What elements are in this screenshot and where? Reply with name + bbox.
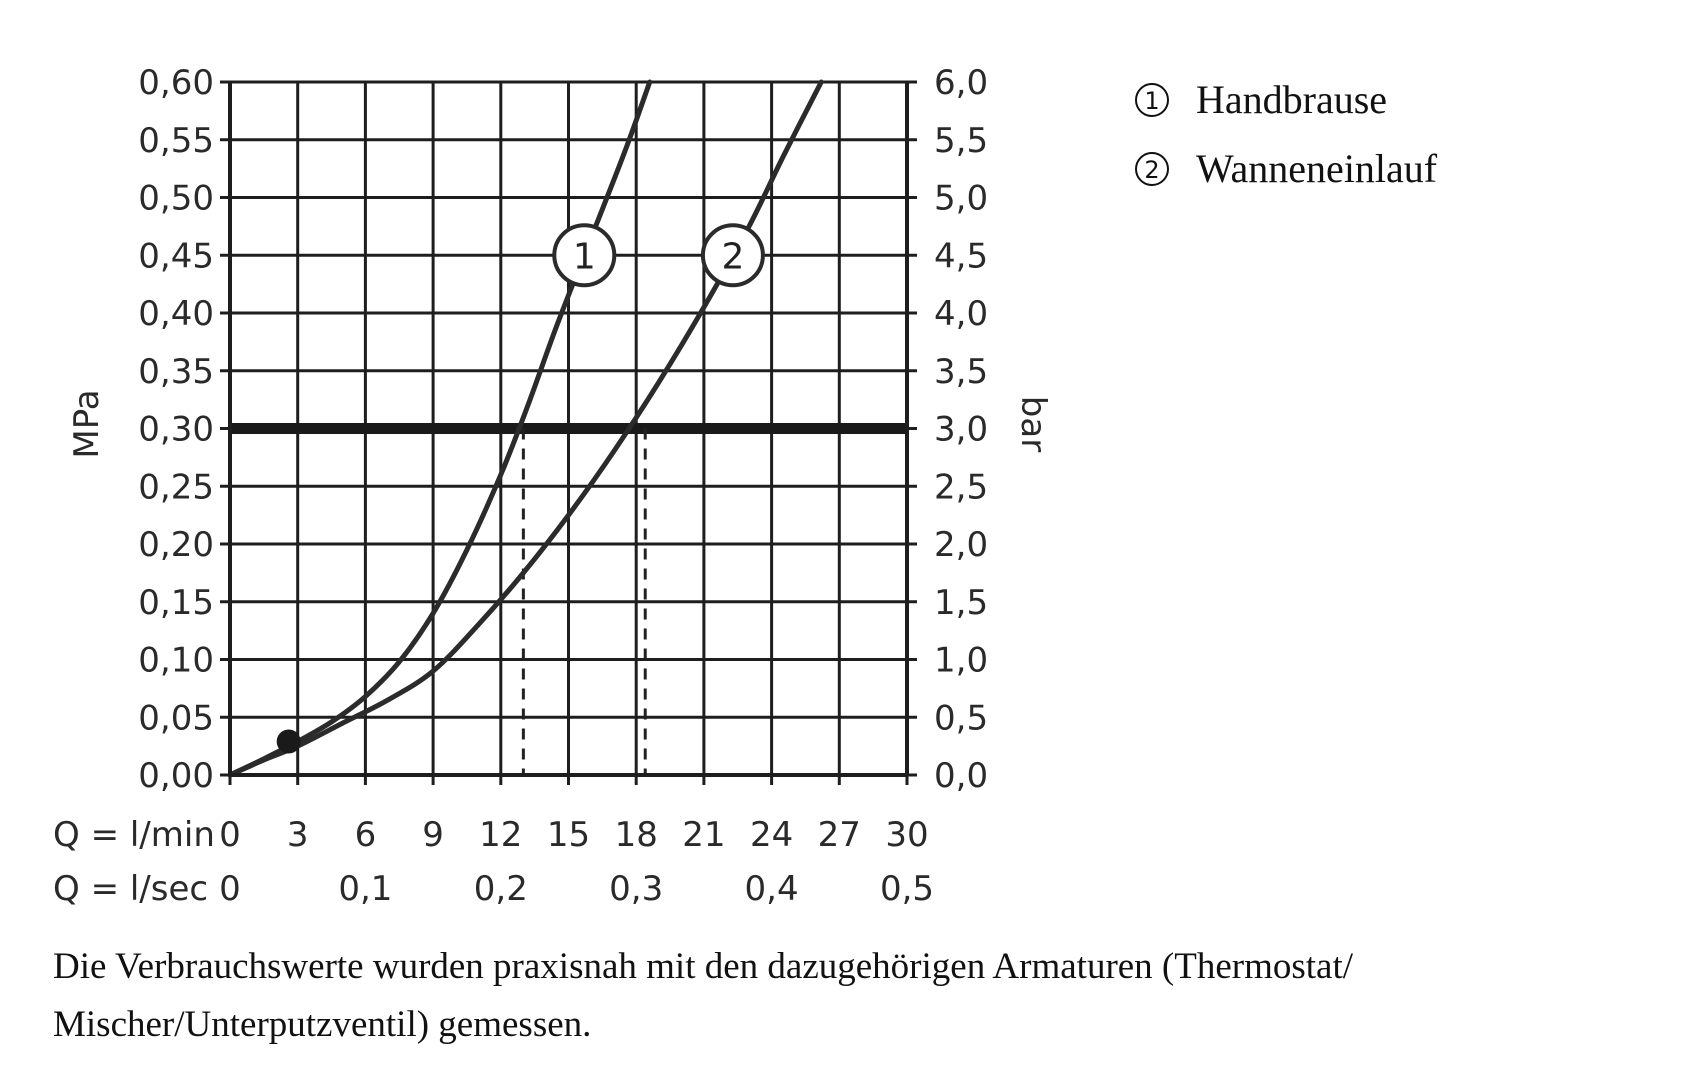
y-tick-label-right: 6,0: [934, 63, 989, 103]
y-tick-label-left: 0,00: [138, 756, 214, 796]
x-tick-label-lmin: 30: [885, 815, 929, 855]
y-tick-label-right: 2,5: [934, 467, 989, 508]
x-axis-label-lsec: Q = l/sec: [53, 869, 209, 909]
y-tick-label-left: 0,35: [138, 351, 214, 392]
x-tick-label-lmin: 0: [219, 815, 241, 855]
y-tick-label-left: 0,55: [138, 120, 214, 161]
x-tick-label-lsec: 0,4: [744, 869, 799, 909]
y-tick-label-left: 0,10: [138, 640, 214, 681]
legend-marker-number: 2: [1144, 156, 1160, 184]
x-tick-label-lsec: 0,1: [338, 869, 393, 909]
x-tick-label-lsec: 0: [219, 869, 241, 909]
x-tick-label-lsec: 0,3: [609, 869, 664, 909]
y-axis-label-right: bar: [1013, 395, 1053, 453]
legend: [1136, 77, 1438, 191]
x-tick-label-lmin: 21: [682, 815, 726, 855]
y-tick-label-right: 0,0: [934, 756, 989, 796]
y-tick-label-right: 0,5: [934, 698, 989, 739]
y-tick-label-left: 0,05: [138, 698, 214, 739]
footnote: Die Verbrauchswerte wurden praxisnah mit den dazugehörigen Armaturen (Thermostat/ Mischer/Unterputzventil) gemessen.: [53, 946, 1354, 1045]
y-tick-label-left: 0,25: [138, 467, 214, 508]
y-tick-label-left: 0,30: [138, 409, 214, 450]
y-tick-label-right: 1,0: [934, 640, 989, 681]
x-tick-label-lmin: 9: [422, 815, 444, 855]
y-tick-label-right: 3,0: [934, 409, 989, 450]
marker-point: [277, 730, 301, 754]
x-tick-label-lmin: 6: [354, 815, 377, 855]
legend-label: Wanneneinlauf: [1196, 146, 1438, 191]
x-axis-label-lmin: Q = l/min: [53, 815, 215, 855]
y-tick-label-left: 0,60: [138, 63, 214, 103]
x-tick-label-lmin: 18: [614, 815, 658, 855]
x-tick-label-lmin: 24: [749, 815, 794, 855]
x-tick-label-lmin: 12: [479, 815, 523, 855]
y-tick-label-right: 5,0: [934, 178, 989, 219]
y-tick-label-left: 0,45: [138, 236, 214, 277]
y-tick-label-left: 0,15: [138, 582, 214, 623]
y-tick-label-right: 4,0: [934, 294, 989, 334]
series-label-1: 1: [572, 236, 596, 278]
legend-label: Handbrause: [1196, 77, 1388, 122]
x-tick-label-lsec: 0,2: [473, 869, 528, 909]
legend-item: [1136, 146, 1438, 191]
y-tick-label-left: 0,20: [138, 525, 214, 565]
y-tick-label-left: 0,50: [138, 178, 214, 219]
y-tick-label-left: 0,40: [138, 294, 214, 334]
y-tick-label-right: 5,5: [934, 120, 989, 161]
y-tick-label-right: 1,5: [934, 582, 989, 623]
legend-item: [1136, 77, 1387, 122]
legend-marker-number: 1: [1144, 87, 1160, 115]
y-tick-label-right: 2,0: [934, 525, 989, 565]
x-tick-label-lmin: 3: [286, 815, 309, 855]
y-tick-label-right: 3,5: [934, 351, 989, 392]
x-tick-label-lsec: 0,5: [879, 869, 935, 909]
x-tick-label-lmin: 27: [817, 815, 861, 855]
y-axis-label-left: MPa: [67, 389, 107, 459]
series-label-2: 2: [721, 236, 745, 278]
y-tick-label-right: 4,5: [934, 236, 989, 277]
x-tick-label-lmin: 15: [546, 815, 591, 855]
